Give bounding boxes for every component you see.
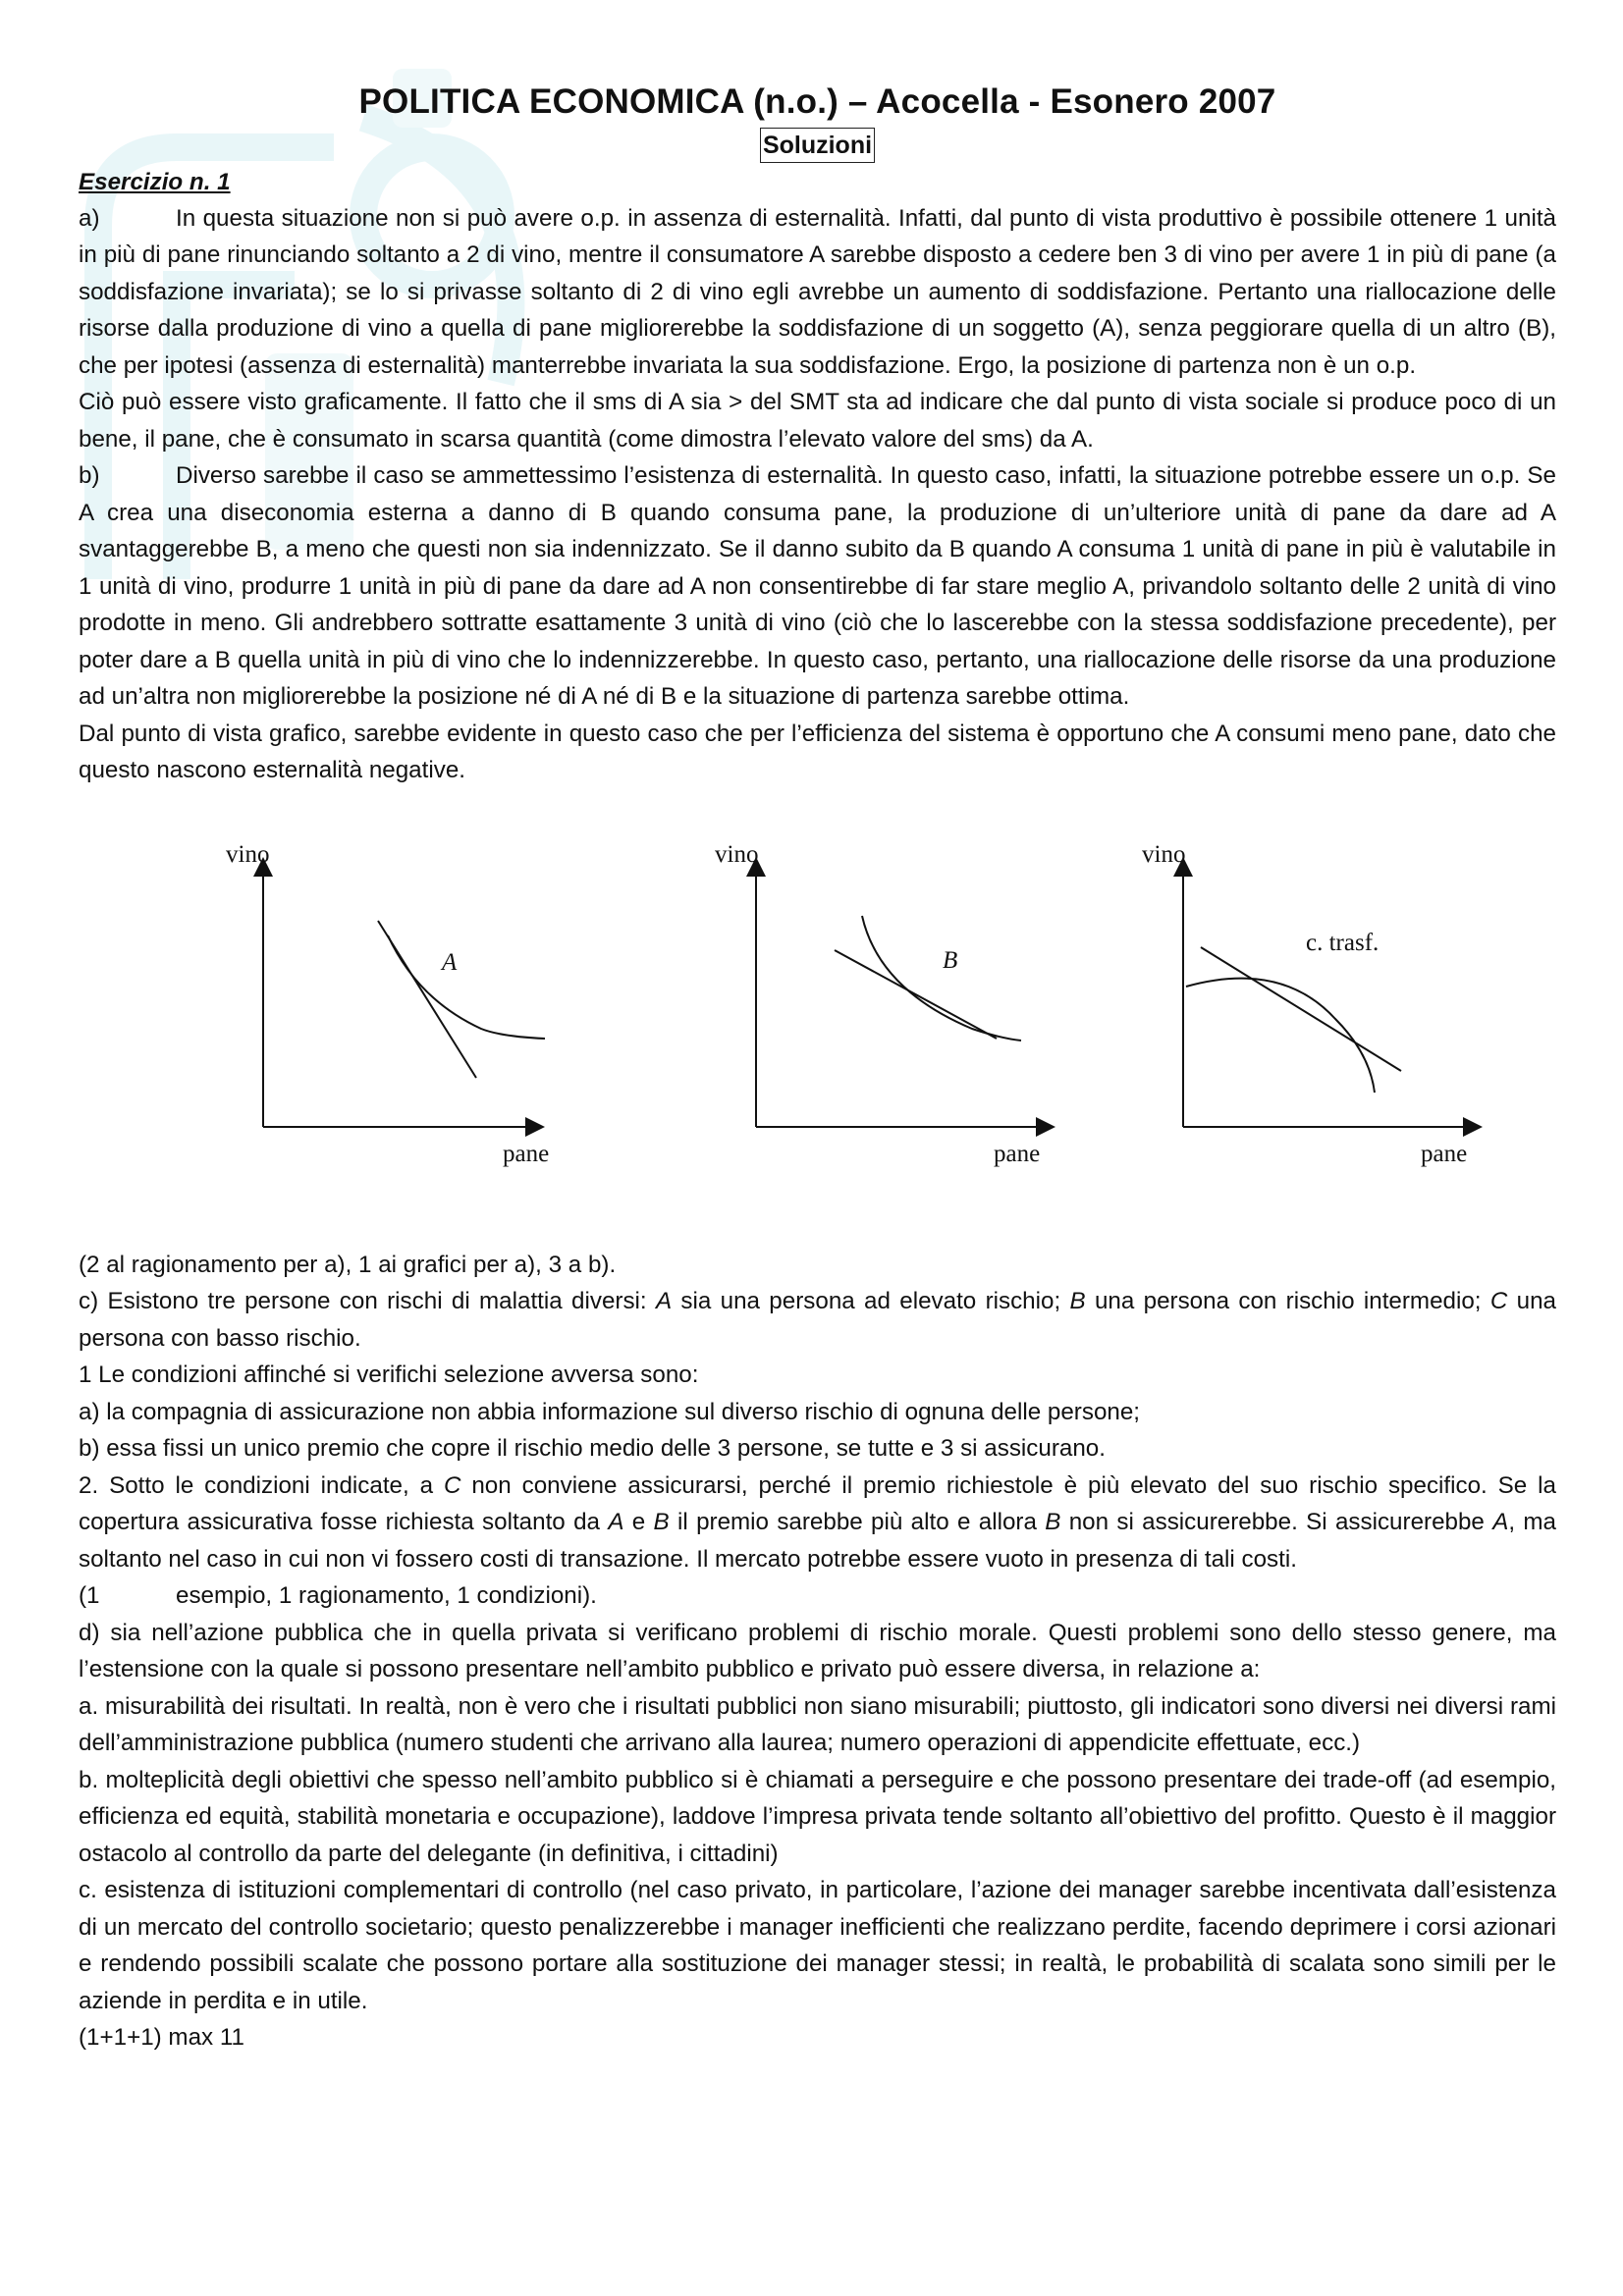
part-a-paragraph [79,200,1556,385]
graph-transformation-curve [1055,840,1468,1167]
part-a-text: In questa situazione non si può avere o.p. in assenza di esternalità. Infatti, dal punto di vista produttivo è possibile ottenere 1 unità in più di pane rinunciando soltanto a 2 di vino, mentre il consumatore A sarebbe disposto a cedere ben 3 di vino per avere 1 in più di pane (a soddisfazione invariata); se lo si privasse soltanto di 2 di vino egli avrebbe un aumento di soddisfazione. Pertanto una riallocazione delle risorse dalla produzione di vino a quella di pane migliorerebbe la soddisfazione di un soggetto (A), senza peggiorare quella di un altro (B), che per ipotesi (assenza di esternalità) manterrebbe invariata la sua soddisfazione. Ergo, la posizione di partenza non è un o.p. [79,204,1556,379]
tangent-line-a [378,921,476,1078]
y-label: vino [226,840,270,868]
y-label: vino [1142,840,1186,868]
graph-consumer-b [628,840,1041,1167]
part-c-line-3: b) essa fissi un unico premio che copre il rischio medio delle 3 persone, se tutte e 3 si assicurano. [79,1435,1106,1462]
document-page [79,79,1556,2056]
part-b-text: Diverso sarebbe il caso se ammettessimo l’esistenza di esternalità. In questo caso, infatti, la situazione potrebbe essere un o.p. Se A crea una diseconomia esterna a danno di B quando consuma pane, la produzione di un’ulteriore unità di pane da dare ad A svantaggerebbe B, a meno che questi non sia indennizzato. Se il danno subito da B quando A consuma 1 unità di pane in più è valutabile in 1 unità di vino, produrre 1 unità in più di pane da dare ad A non consentirebbe di far stare meglio A, privandolo soltanto delle 2 unità di vino prodotte in meno. Gli andrebbero sottratte esattamente 3 unità di vino (ciò che lo lascerebbe con la stessa soddisfazione precedente), per poter dare a B quella unità in più di vino che lo indennizzerebbe. In questo caso, pertanto, una riallocazione delle risorse da una produzione ad un’altra non migliorerebbe la posizione né di A né di B e la situazione di partenza sarebbe ottima. [79,462,1556,710]
curve-label: A [442,948,458,976]
part-b-paragraph-2: Dal punto di vista grafico, sarebbe evidente in questo caso che per l’efficienza del sistema è opportuno che A consumi meno pane, dato che questo nascono esternalità negative. [79,720,1556,783]
part-d-item-a: a. misurabilità dei risultati. In realtà, non è vero che i risultati pubblici non siano misurabili; piuttosto, gli indicatori sono diversi nei diversi rami dell’amministrazione pubblica (numero studenti che arrivano alla laurea; numero operazioni di appendicite effettuate, ecc.) [79,1692,1556,1756]
tangent-line-trasf [1201,947,1401,1071]
part-c-line-2: a) la compagnia di assicurazione non abbia informazione sul diverso rischio di ognuna delle persone; [79,1398,1141,1425]
page-title: POLITICA ECONOMICA (n.o.) – Acocella - Esonero 2007 [358,82,1276,121]
part-c-paragraph-2: 2. Sotto le condizioni indicate, a C non conviene assicurarsi, perché il premio richiestole è più elevato del suo rischio specifico. Se la copertura assicurativa fosse richiesta soltanto da A e B il premio sarebbe più alto e allora B non si assicurerebbe. Si assicurerebbe A, ma soltanto nel caso in cui non vi fossero costi di transazione. Il mercato potrebbe essere vuoto in presenza di tali costi. [79,1471,1556,1573]
part-a-label: a) [79,204,100,232]
curve-label: c. trasf. [1306,929,1380,956]
graph-consumer-a [226,840,560,1167]
graphs-row [79,842,1556,1245]
curve-label: B [943,946,958,974]
scoring-ab: (2 al ragionamento per a), 1 ai grafici per a), 3 a b). [79,1251,617,1278]
part-a-paragraph-2: Ciò può essere visto graficamente. Il fatto che il sms di A sia > del SMT sta ad indicare che dal punto di vista sociale si produce poco di un bene, il pane, che è consumato in scarsa quantità (come dimostra l’elevato valore del sms) da A. [79,389,1556,453]
y-label: vino [715,840,759,868]
part-c-scoring: (1 esempio, 1 ragionamento, 1 condizioni). [79,1582,597,1609]
part-d-item-b: b. molteplicità degli obiettivi che spesso nell’ambito pubblico si è chiamati a perseguire e che possono presentare dei trade-off (ad esempio, efficienza ed equità, stabilità monetaria e occupazione), laddove l’impresa privata tende soltanto all’obiettivo del profitto. Questo è il maggior ostacolo al controllo da parte del delegante (in definitiva, i cittadini) [79,1766,1556,1867]
x-label: pane [994,1140,1041,1167]
part-d-intro: d) sia nell’azione pubblica che in quella privata si verificano problemi di rischio morale. Questi problemi sono dello stesso genere, ma l’estensione con la quale si possono presentare nell’ambito pubblico e privato può essere diversa, in relazione a: [79,1619,1556,1682]
subtitle-box: Soluzioni [760,128,875,163]
x-label: pane [1421,1140,1468,1167]
x-label: pane [503,1140,550,1167]
part-b-label: b) [79,462,100,489]
part-b-paragraph [79,457,1556,716]
part-d-item-c: c. esistenza di istituzioni complementari di controllo (nel caso privato, in particolare, l’azione dei manager sarebbe incentivata dall’esistenza di un mercato del controllo societario; questo penalizzerebbe i manager inefficienti che realizzano perdite, facendo deprimere i corsi azionari e rendendo possibili scalate che possono portare alla sostituzione dei manager stessi; in realtà, le probabilità di scalata sono simili per le aziende in perdita e in utile. [79,1877,1556,2014]
exercise-heading: Esercizio n. 1 [79,168,231,195]
part-d-scoring: (1+1+1) max 11 [79,2024,244,2051]
part-c-intro: c) Esistono tre persone con rischi di malattia diversi: A sia una persona ad elevato rischio; B una persona con rischio intermedio; C una persona con basso rischio. [79,1288,1556,1352]
part-c-line-1: 1 Le condizioni affinché si verifichi selezione avversa sono: [79,1362,699,1388]
indifference-curve-a [388,935,545,1039]
tangent-line-b [835,950,997,1039]
